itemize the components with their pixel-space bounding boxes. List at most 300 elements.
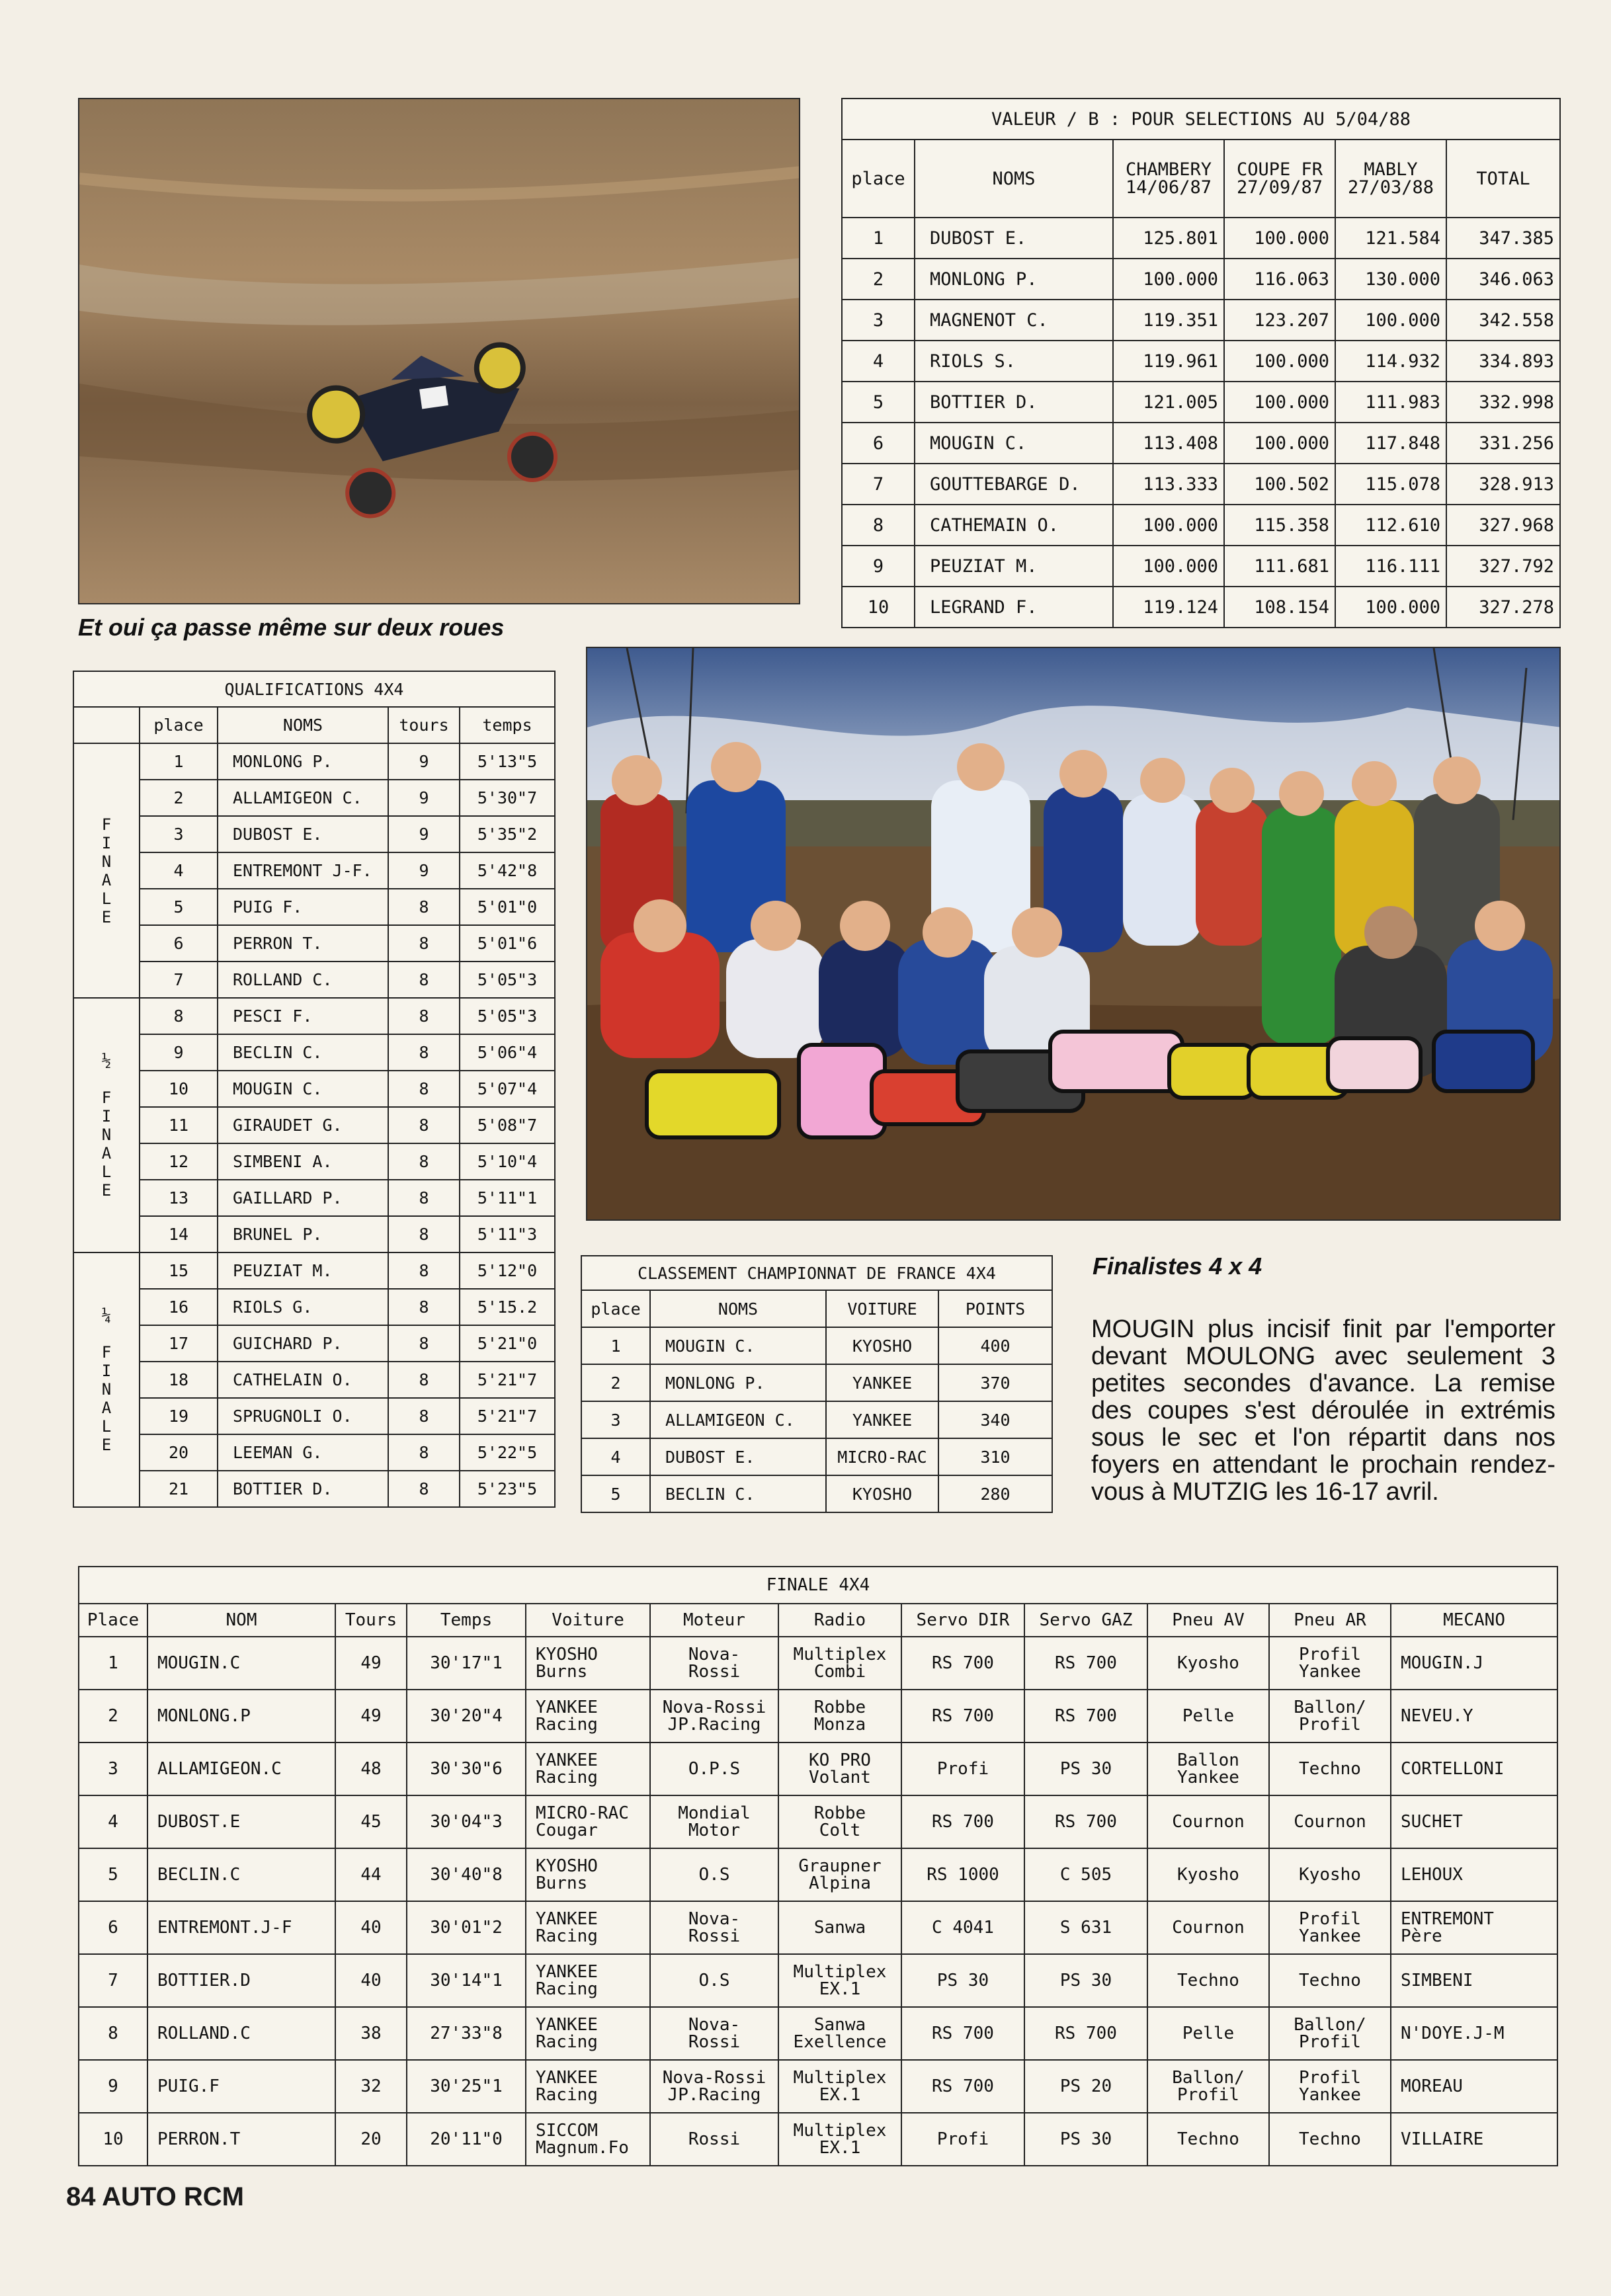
table-cell: Techno <box>1269 1742 1391 1795</box>
table-cell: 100.000 <box>1113 546 1224 587</box>
table-cell: SICCOM Magnum.Fo <box>526 2113 650 2166</box>
table-cell: 121.005 <box>1113 382 1224 423</box>
table-cell: SIMBENI A. <box>218 1143 388 1180</box>
table-cell: 332.998 <box>1446 382 1560 423</box>
table-cell: Techno <box>1147 1954 1269 2007</box>
table-cell: YANKEE Racing <box>526 2060 650 2113</box>
table-cell: 8 <box>388 1325 460 1362</box>
classement-championnat-table <box>581 1255 1053 1513</box>
table-row <box>842 546 1560 587</box>
finale-title: FINALE 4X4 <box>79 1567 1557 1604</box>
classement-header-cell: NOMS <box>650 1290 826 1327</box>
table-cell: 100.000 <box>1224 341 1335 382</box>
table-cell: 6 <box>140 925 218 962</box>
table-cell: ROLLAND C. <box>218 962 388 998</box>
classement-header-cell: POINTS <box>938 1290 1052 1327</box>
table-cell: ALLAMIGEON.C <box>147 1742 335 1795</box>
table-cell: 347.385 <box>1446 218 1560 259</box>
table-cell: 10 <box>842 587 915 628</box>
table-cell: 108.154 <box>1224 587 1335 628</box>
table-cell: 113.408 <box>1113 423 1224 464</box>
photo-buggy-two-wheels <box>78 98 800 604</box>
table-row <box>79 1954 1557 2007</box>
table-cell: 9 <box>388 816 460 852</box>
table-row <box>79 1690 1557 1742</box>
table-cell: 10 <box>140 1071 218 1107</box>
valeur-header-cell: CHAMBERY 14/06/87 <box>1113 140 1224 218</box>
table-cell: MICRO-RAC Cougar <box>526 1795 650 1848</box>
table-cell: Mondial Motor <box>650 1795 778 1848</box>
table-cell: 5'21"7 <box>460 1362 555 1398</box>
table-cell: O.P.S <box>650 1742 778 1795</box>
table-cell: Techno <box>1269 1954 1391 2007</box>
finale-header-cell: Moteur <box>650 1604 778 1637</box>
table-cell: 340 <box>938 1401 1052 1438</box>
table-cell: 5'11"3 <box>460 1216 555 1252</box>
valeur-header-cell: TOTAL <box>1446 140 1560 218</box>
table-cell: 342.558 <box>1446 300 1560 341</box>
table-cell: BOTTIER.D <box>147 1954 335 2007</box>
table-cell: RS 700 <box>901 2007 1024 2060</box>
table-cell: Ballon/ Profil <box>1147 2060 1269 2113</box>
table-cell: YANKEE <box>826 1364 938 1401</box>
table-cell: 10 <box>79 2113 147 2166</box>
table-cell: MOREAU <box>1391 2060 1557 2113</box>
table-cell: 9 <box>79 2060 147 2113</box>
table-cell: 125.801 <box>1113 218 1224 259</box>
table-cell: YANKEE Racing <box>526 1742 650 1795</box>
table-cell: BECLIN C. <box>650 1475 826 1512</box>
table-cell: 113.333 <box>1113 464 1224 505</box>
finale-header-cell: Servo GAZ <box>1024 1604 1147 1637</box>
table-cell: Kyosho <box>1147 1637 1269 1690</box>
finale-header-cell: Radio <box>778 1604 901 1637</box>
table-cell: 40 <box>335 1901 407 1954</box>
table-cell: 328.913 <box>1446 464 1560 505</box>
table-cell: ENTREMONT Père <box>1391 1901 1557 1954</box>
table-cell: 21 <box>140 1471 218 1507</box>
table-cell: DUBOST E. <box>915 218 1113 259</box>
qualifications-header-cell: place <box>140 707 218 743</box>
table-cell: 100.000 <box>1335 300 1446 341</box>
table-cell: 100.000 <box>1113 505 1224 546</box>
table-cell: 123.207 <box>1224 300 1335 341</box>
table-cell: BOTTIER D. <box>218 1471 388 1507</box>
table-cell: Robbe Monza <box>778 1690 901 1742</box>
table-cell: 8 <box>388 1434 460 1471</box>
table-cell: 2 <box>79 1690 147 1742</box>
table-cell: YANKEE Racing <box>526 1901 650 1954</box>
table-row <box>581 1364 1052 1401</box>
table-row <box>842 587 1560 628</box>
valeur-header-cell: NOMS <box>915 140 1113 218</box>
table-cell: 30'04"3 <box>407 1795 526 1848</box>
table-cell: Sanwa <box>778 1901 901 1954</box>
table-cell: Cournon <box>1269 1795 1391 1848</box>
table-cell: 2 <box>842 259 915 300</box>
table-cell: MICRO-RAC <box>826 1438 938 1475</box>
table-cell: 8 <box>842 505 915 546</box>
classement-header <box>581 1290 1052 1327</box>
valeur-header-cell: COUPE FR 27/09/87 <box>1224 140 1335 218</box>
table-cell: MOUGIN.C <box>147 1637 335 1690</box>
table-cell: 111.681 <box>1224 546 1335 587</box>
qualifications-group-header <box>73 707 140 743</box>
table-row <box>842 341 1560 382</box>
table-cell: LEEMAN G. <box>218 1434 388 1471</box>
table-cell: 3 <box>79 1742 147 1795</box>
table-cell: Ballon/ Profil <box>1269 2007 1391 2060</box>
table-cell: RS 700 <box>1024 1690 1147 1742</box>
table-cell: 5'15.2 <box>460 1289 555 1325</box>
table-cell: Cournon <box>1147 1901 1269 1954</box>
table-row <box>73 1071 555 1107</box>
table-row <box>79 1848 1557 1901</box>
table-cell: Multiplex EX.1 <box>778 2113 901 2166</box>
table-cell: 5'05"3 <box>460 998 555 1034</box>
table-cell: 16 <box>140 1289 218 1325</box>
page-footer <box>66 2182 244 2212</box>
table-row <box>79 2113 1557 2166</box>
table-cell: 5'07"4 <box>460 1071 555 1107</box>
table-row <box>73 1289 555 1325</box>
table-cell: GAILLARD P. <box>218 1180 388 1216</box>
table-row <box>581 1475 1052 1512</box>
table-cell: 5'05"3 <box>460 962 555 998</box>
table-row <box>79 1637 1557 1690</box>
table-cell: 5 <box>842 382 915 423</box>
table-cell: 4 <box>581 1438 650 1475</box>
table-row <box>73 1143 555 1180</box>
table-cell: 3 <box>140 816 218 852</box>
table-cell: 14 <box>140 1216 218 1252</box>
table-cell: 5'08"7 <box>460 1107 555 1143</box>
table-cell: 3 <box>842 300 915 341</box>
table-cell: 5'13"5 <box>460 743 555 780</box>
qualifications-group-label: ½ F I N A L E <box>73 998 140 1252</box>
table-cell: 130.000 <box>1335 259 1446 300</box>
table-row <box>842 382 1560 423</box>
table-row <box>73 780 555 816</box>
table-cell: 15 <box>140 1252 218 1289</box>
table-cell: 310 <box>938 1438 1052 1475</box>
table-cell: 40 <box>335 1954 407 2007</box>
table-cell: BECLIN C. <box>218 1034 388 1071</box>
table-row <box>79 2007 1557 2060</box>
table-row <box>73 998 555 1034</box>
table-cell: PEUZIAT M. <box>915 546 1113 587</box>
table-cell: DUBOST E. <box>218 816 388 852</box>
table-cell: 331.256 <box>1446 423 1560 464</box>
table-cell: 4 <box>140 852 218 889</box>
table-cell: 8 <box>388 962 460 998</box>
table-row <box>73 1180 555 1216</box>
table-cell: 5'21"0 <box>460 1325 555 1362</box>
table-cell: 5'42"8 <box>460 852 555 889</box>
finale-header-cell: MECANO <box>1391 1604 1557 1637</box>
table-cell: DUBOST.E <box>147 1795 335 1848</box>
table-cell: MAGNENOT C. <box>915 300 1113 341</box>
finale-header-cell: Servo DIR <box>901 1604 1024 1637</box>
table-cell: S 631 <box>1024 1901 1147 1954</box>
table-cell: 121.584 <box>1335 218 1446 259</box>
table-cell: PS 30 <box>1024 2113 1147 2166</box>
valeur-table-body <box>842 218 1560 628</box>
table-cell: 30'30"6 <box>407 1742 526 1795</box>
table-cell: 20 <box>140 1434 218 1471</box>
table-cell: 100.000 <box>1224 218 1335 259</box>
table-cell: 5'01"0 <box>460 889 555 925</box>
table-cell: 8 <box>388 1471 460 1507</box>
finale-body <box>79 1637 1557 2166</box>
table-cell: 1 <box>581 1327 650 1364</box>
table-row <box>73 925 555 962</box>
table-row <box>73 962 555 998</box>
table-cell: BRUNEL P. <box>218 1216 388 1252</box>
table-cell: GIRAUDET G. <box>218 1107 388 1143</box>
table-cell: O.S <box>650 1954 778 2007</box>
table-cell: Sanwa Exellence <box>778 2007 901 2060</box>
table-cell: 5'23"5 <box>460 1471 555 1507</box>
table-cell: 5'35"2 <box>460 816 555 852</box>
table-cell: 6 <box>79 1901 147 1954</box>
classement-header-cell: place <box>581 1290 650 1327</box>
table-cell: C 4041 <box>901 1901 1024 1954</box>
table-cell: BECLIN.C <box>147 1848 335 1901</box>
table-cell: 9 <box>388 852 460 889</box>
table-row <box>581 1401 1052 1438</box>
table-cell: 5 <box>140 889 218 925</box>
table-cell: 327.968 <box>1446 505 1560 546</box>
table-cell: 7 <box>79 1954 147 2007</box>
table-cell: Graupner Alpina <box>778 1848 901 1901</box>
table-cell: 4 <box>842 341 915 382</box>
valeur-selection-table <box>841 98 1561 628</box>
table-cell: 100.000 <box>1335 587 1446 628</box>
table-cell: 30'01"2 <box>407 1901 526 1954</box>
table-row <box>79 1742 1557 1795</box>
table-cell: 5 <box>581 1475 650 1512</box>
table-cell: 2 <box>140 780 218 816</box>
table-cell: 8 <box>388 1289 460 1325</box>
table-cell: PERRON T. <box>218 925 388 962</box>
table-cell: 12 <box>140 1143 218 1180</box>
table-cell: Multiplex EX.1 <box>778 1954 901 2007</box>
table-cell: MOUGIN C. <box>650 1327 826 1364</box>
table-cell: 9 <box>842 546 915 587</box>
table-cell: Robbe Colt <box>778 1795 901 1848</box>
table-cell: 6 <box>842 423 915 464</box>
table-row <box>73 1398 555 1434</box>
qualifications-header-cell: temps <box>460 707 555 743</box>
table-cell: 119.124 <box>1113 587 1224 628</box>
table-cell: LEHOUX <box>1391 1848 1557 1901</box>
table-cell: 13 <box>140 1180 218 1216</box>
table-cell: Profi <box>901 1742 1024 1795</box>
table-cell: RS 700 <box>901 1795 1024 1848</box>
table-cell: 5'21"7 <box>460 1398 555 1434</box>
table-cell: SUCHET <box>1391 1795 1557 1848</box>
qualifications-header-cell: tours <box>388 707 460 743</box>
table-cell: PEUZIAT M. <box>218 1252 388 1289</box>
table-cell: 100.502 <box>1224 464 1335 505</box>
table-cell: 5'12"0 <box>460 1252 555 1289</box>
table-cell: MONLONG P. <box>915 259 1113 300</box>
table-cell: 9 <box>140 1034 218 1071</box>
finale-header-cell: Temps <box>407 1604 526 1637</box>
table-cell: LEGRAND F. <box>915 587 1113 628</box>
table-cell: YANKEE Racing <box>526 1690 650 1742</box>
table-cell: Multiplex EX.1 <box>778 2060 901 2113</box>
table-cell: ENTREMONT.J-F <box>147 1901 335 1954</box>
table-cell: O.S <box>650 1848 778 1901</box>
table-cell: PUIG.F <box>147 2060 335 2113</box>
table-cell: 8 <box>388 1398 460 1434</box>
table-cell: 11 <box>140 1107 218 1143</box>
table-cell: RS 1000 <box>901 1848 1024 1901</box>
finale-header-cell: Pneu AR <box>1269 1604 1391 1637</box>
finale-header-cell: Place <box>79 1604 147 1637</box>
table-cell: 8 <box>140 998 218 1034</box>
finale-header-cell: Tours <box>335 1604 407 1637</box>
table-cell: 100.000 <box>1224 382 1335 423</box>
page-number: 84 <box>66 2182 96 2211</box>
qualifications-table <box>73 671 556 1508</box>
table-cell: Nova-Rossi JP.Racing <box>650 2060 778 2113</box>
table-cell: Profi <box>901 2113 1024 2166</box>
table-cell: 8 <box>388 1071 460 1107</box>
table-cell: GUICHARD P. <box>218 1325 388 1362</box>
table-cell: 100.000 <box>1224 423 1335 464</box>
table-cell: 327.278 <box>1446 587 1560 628</box>
table-cell: 8 <box>79 2007 147 2060</box>
table-cell: N'DOYE.J-M <box>1391 2007 1557 2060</box>
classement-body <box>581 1327 1052 1512</box>
table-cell: 9 <box>388 780 460 816</box>
table-cell: RS 700 <box>901 2060 1024 2113</box>
table-cell: RIOLS G. <box>218 1289 388 1325</box>
table-row <box>842 423 1560 464</box>
table-cell: KO PRO Volant <box>778 1742 901 1795</box>
table-cell: 112.610 <box>1335 505 1446 546</box>
table-cell: 400 <box>938 1327 1052 1364</box>
table-cell: SIMBENI <box>1391 1954 1557 2007</box>
table-row <box>79 1795 1557 1848</box>
table-row <box>73 743 555 780</box>
table-cell: PERRON.T <box>147 2113 335 2166</box>
table-cell: 100.000 <box>1113 259 1224 300</box>
table-cell: VILLAIRE <box>1391 2113 1557 2166</box>
table-cell: Profil Yankee <box>1269 1637 1391 1690</box>
table-cell: 7 <box>842 464 915 505</box>
table-cell: Nova-Rossi JP.Racing <box>650 1690 778 1742</box>
table-row <box>73 889 555 925</box>
table-cell: 7 <box>140 962 218 998</box>
table-cell: RS 700 <box>1024 1795 1147 1848</box>
finalists-photo-illustration <box>587 648 1561 1221</box>
table-row <box>73 1471 555 1507</box>
table-cell: 116.063 <box>1224 259 1335 300</box>
table-cell: BOTTIER D. <box>915 382 1113 423</box>
table-cell: 2 <box>581 1364 650 1401</box>
finale-header-cell: NOM <box>147 1604 335 1637</box>
table-row <box>73 816 555 852</box>
table-cell: CORTELLONI <box>1391 1742 1557 1795</box>
table-cell: 8 <box>388 1252 460 1289</box>
table-cell: 48 <box>335 1742 407 1795</box>
table-row <box>842 300 1560 341</box>
table-cell: Pelle <box>1147 2007 1269 2060</box>
qualifications-header <box>73 707 555 743</box>
valeur-header-cell: place <box>842 140 915 218</box>
table-cell: RS 700 <box>1024 2007 1147 2060</box>
valeur-table-title: VALEUR / B : POUR SELECTIONS AU 5/04/88 <box>842 99 1560 140</box>
table-cell: 30'40"8 <box>407 1848 526 1901</box>
caption-photo1: Et oui ça passe même sur deux roues <box>78 614 505 641</box>
table-cell: 346.063 <box>1446 259 1560 300</box>
table-cell: 32 <box>335 2060 407 2113</box>
table-cell: 30'20"4 <box>407 1690 526 1742</box>
table-cell: MONLONG P. <box>650 1364 826 1401</box>
classement-title: CLASSEMENT CHAMPIONNAT DE FRANCE 4X4 <box>581 1256 1052 1290</box>
table-cell: YANKEE Racing <box>526 1954 650 2007</box>
table-cell: 8 <box>388 1143 460 1180</box>
table-cell: Nova- Rossi <box>650 1901 778 1954</box>
table-row <box>73 1434 555 1471</box>
table-cell: 30'25"1 <box>407 2060 526 2113</box>
qualifications-group-label: F I N A L E <box>73 743 140 998</box>
table-cell: Techno <box>1147 2113 1269 2166</box>
table-cell: 3 <box>581 1401 650 1438</box>
table-cell: 8 <box>388 1034 460 1071</box>
table-cell: KYOSHO Burns <box>526 1848 650 1901</box>
table-row <box>73 1216 555 1252</box>
photo-finalists-group <box>586 647 1561 1221</box>
table-cell: MONLONG.P <box>147 1690 335 1742</box>
table-cell: 327.792 <box>1446 546 1560 587</box>
table-cell: C 505 <box>1024 1848 1147 1901</box>
table-cell: 117.848 <box>1335 423 1446 464</box>
table-cell: 119.961 <box>1113 341 1224 382</box>
table-cell: Kyosho <box>1269 1848 1391 1901</box>
table-cell: KYOSHO Burns <box>526 1637 650 1690</box>
table-cell: Pelle <box>1147 1690 1269 1742</box>
table-cell: PS 30 <box>1024 1954 1147 2007</box>
table-cell: 18 <box>140 1362 218 1398</box>
finale-header-cell: Pneu AV <box>1147 1604 1269 1637</box>
table-cell: MOUGIN C. <box>218 1071 388 1107</box>
table-cell: 1 <box>140 743 218 780</box>
table-cell: 30'14"1 <box>407 1954 526 2007</box>
table-cell: 114.932 <box>1335 341 1446 382</box>
table-cell: 8 <box>388 1180 460 1216</box>
table-cell: Cournon <box>1147 1795 1269 1848</box>
table-cell: Kyosho <box>1147 1848 1269 1901</box>
table-row <box>842 505 1560 546</box>
table-row <box>79 1901 1557 1954</box>
finale-table <box>78 1566 1558 2166</box>
table-cell: GOUTTEBARGE D. <box>915 464 1113 505</box>
magazine-name: AUTO RCM <box>102 2182 244 2211</box>
table-cell: 30'17"1 <box>407 1637 526 1690</box>
table-cell: PS 20 <box>1024 2060 1147 2113</box>
table-cell: 8 <box>388 998 460 1034</box>
table-cell: RIOLS S. <box>915 341 1113 382</box>
table-cell: 8 <box>388 1107 460 1143</box>
table-cell: Rossi <box>650 2113 778 2166</box>
table-cell: ALLAMIGEON C. <box>218 780 388 816</box>
table-row <box>73 1107 555 1143</box>
